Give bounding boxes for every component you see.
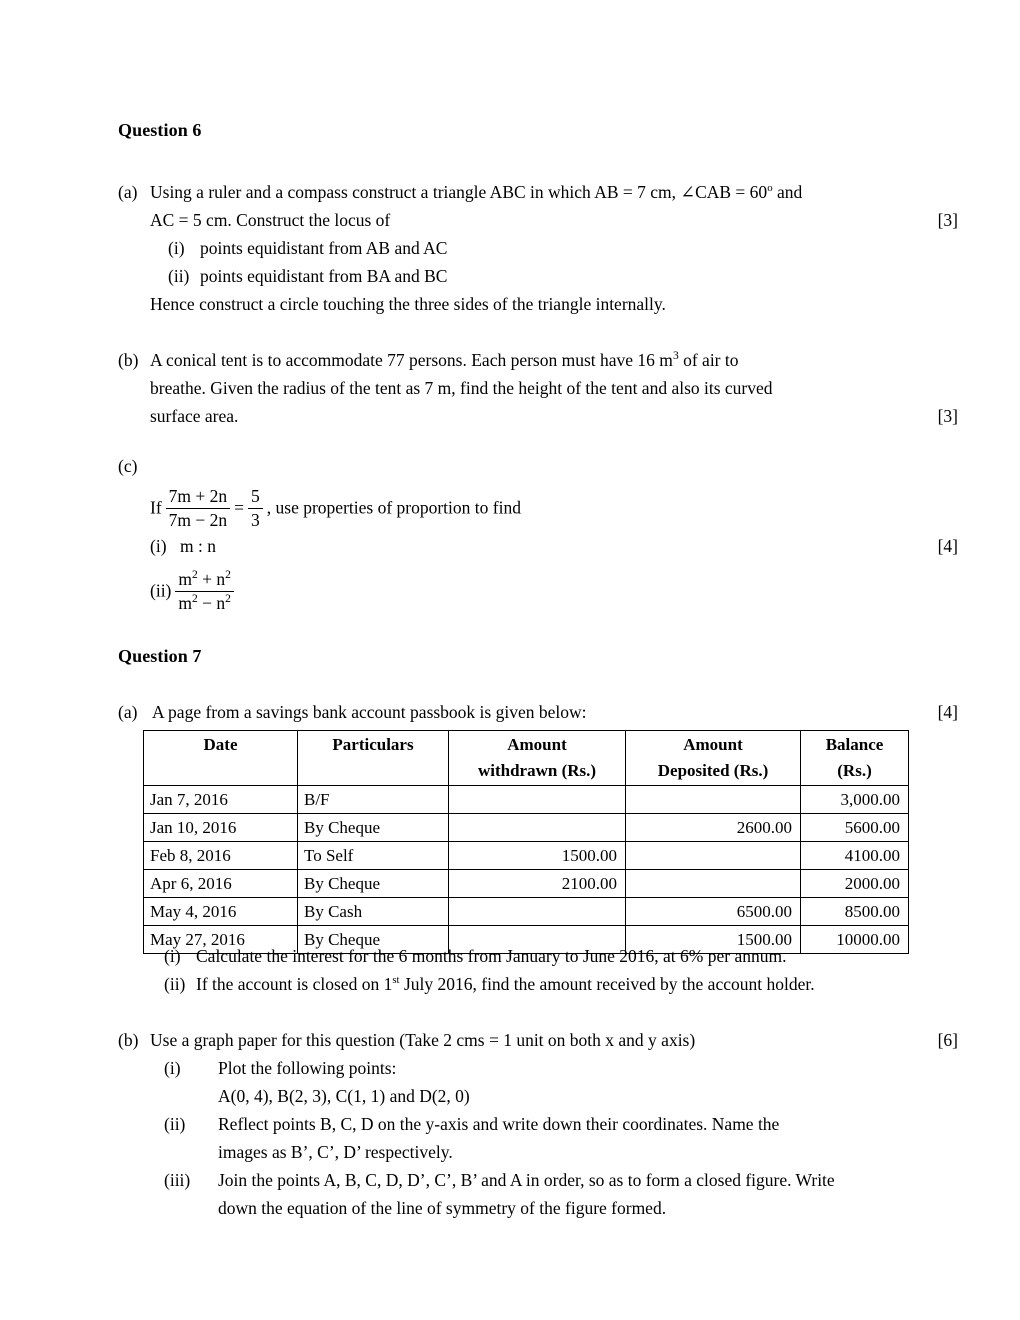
fraction-5-3-denominator: 3	[251, 510, 260, 530]
cell-date: May 27, 2016	[144, 926, 298, 954]
q7-part-b-item-i-label: (i)	[164, 1058, 181, 1078]
q6-part-a-item-i-text: points equidistant from AB and AC	[200, 238, 448, 258]
cell-particulars: To Self	[298, 842, 449, 870]
fraction-m2n2	[175, 569, 234, 614]
q7a-ii-post: July 2016, find the amount received by the account holder.	[399, 974, 815, 994]
fraction-5-3	[248, 486, 263, 531]
question-7-heading: Question 7	[118, 646, 202, 666]
fraction-m2n2-denominator	[175, 592, 234, 614]
cell-balance: 4100.00	[801, 842, 909, 870]
cell-withdrawn: 2100.00	[449, 870, 626, 898]
column-header-withdrawn	[449, 731, 626, 786]
cell-date: Jan 7, 2016	[144, 786, 298, 814]
q7-part-a-text: A page from a savings bank account passbook is given below:	[152, 702, 587, 722]
table-row	[144, 842, 909, 870]
q7-part-a-item-i-label: (i)	[164, 946, 181, 966]
table-row	[144, 898, 909, 926]
q6-part-b-line1	[150, 346, 922, 374]
q6b-line1-post: of air to	[678, 350, 739, 370]
q6a-line1-mid: CAB = 60	[695, 182, 768, 202]
cell-balance: 5600.00	[801, 814, 909, 842]
degree-ordinal: o	[767, 182, 773, 195]
q6b-line1-pre: A conical tent is to accommodate 77 persons. Each person must have 16 m	[150, 350, 673, 370]
q6-part-a-item-ii-label: (ii)	[168, 266, 190, 286]
q7-part-a-item-ii-label: (ii)	[164, 974, 186, 994]
cell-deposited	[626, 842, 801, 870]
cell-withdrawn	[449, 814, 626, 842]
column-header-deposited-line2: Deposited (Rs.)	[657, 761, 769, 780]
cell-particulars: By Cheque	[298, 814, 449, 842]
q7-part-b-item-ii-line2: images as B’, C’, D’ respectively.	[218, 1142, 453, 1162]
q6-part-c-item-ii	[150, 570, 238, 615]
q6-part-b-line2: breathe. Given the radius of the tent as 7 m, find the height of the tent and also its curved	[150, 378, 773, 398]
q6-part-a-item-ii-text: points equidistant from BA and BC	[200, 266, 448, 286]
table-row	[144, 870, 909, 898]
cell-particulars: By Cheque	[298, 870, 449, 898]
q7-part-b-marks: [6]	[937, 1030, 958, 1050]
q6-part-a-line2: AC = 5 cm. Construct the locus of	[150, 210, 391, 230]
cell-deposited	[626, 870, 801, 898]
column-header-deposited-line1: Amount	[683, 735, 743, 754]
q6-part-b-line3: surface area.	[150, 406, 239, 426]
column-header-particulars-line1: Particulars	[332, 735, 414, 754]
fraction-7m2n-denominator: 7m − 2n	[168, 510, 228, 530]
q7-part-a-item-i-text: Calculate the interest for the 6 months from January to June 2016, at 6% per annum.	[196, 946, 787, 966]
column-header-deposited	[626, 731, 801, 786]
cell-date: May 4, 2016	[144, 898, 298, 926]
den-op: − n	[197, 593, 226, 613]
q7-part-b-label: (b)	[118, 1030, 139, 1050]
q6-part-c-item-i-label: (i)	[150, 536, 167, 556]
q7-part-a-marks: [4]	[937, 702, 958, 722]
cell-deposited: 6500.00	[626, 898, 801, 926]
q6-part-c-item-i-text: m : n	[180, 536, 216, 556]
column-header-withdrawn-line2: withdrawn (Rs.)	[477, 761, 597, 780]
q6-part-a-closing: Hence construct a circle touching the three sides of the triangle internally.	[150, 294, 666, 314]
cell-deposited: 1500.00	[626, 926, 801, 954]
table-row	[144, 786, 909, 814]
q6-part-c-item-ii-label: (ii)	[150, 580, 172, 601]
num-exp-n: 2	[225, 569, 231, 582]
q7-part-b-item-ii-line1: Reflect points B, C, D on the y-axis and write down their coordinates. Name the	[218, 1114, 780, 1134]
fraction-7m2n-numerator: 7m + 2n	[166, 486, 230, 509]
q6-part-b-marks: [3]	[937, 406, 958, 426]
angle-icon: ∠	[680, 182, 696, 202]
den-base-m: m	[178, 593, 193, 613]
question-6-heading: Question 6	[118, 120, 202, 140]
q6-part-b-label: (b)	[118, 350, 139, 370]
q7a-ii-pre: If the account is closed on 1	[196, 974, 393, 994]
if-word: If	[150, 497, 162, 518]
cell-particulars: B/F	[298, 786, 449, 814]
table-row	[144, 814, 909, 842]
column-header-withdrawn-line1: Amount	[507, 735, 567, 754]
q7-part-b-text: Use a graph paper for this question (Take 2 cms = 1 unit on both x and y axis)	[150, 1030, 696, 1050]
num-exp-m: 2	[192, 569, 198, 582]
cell-deposited: 2600.00	[626, 814, 801, 842]
cell-date: Apr 6, 2016	[144, 870, 298, 898]
cell-withdrawn	[449, 898, 626, 926]
q7-part-b-item-ii-label: (ii)	[164, 1114, 186, 1134]
column-header-balance	[801, 731, 909, 786]
cell-withdrawn: 1500.00	[449, 842, 626, 870]
q6-part-c-item-i-marks: [4]	[937, 536, 958, 556]
column-header-date	[144, 731, 298, 786]
q7-part-b-item-iii-label: (iii)	[164, 1170, 191, 1190]
q7-part-b-item-iii-line2: down the equation of the line of symmetry of the figure formed.	[218, 1198, 667, 1218]
q7-part-b-item-iii-line1: Join the points A, B, C, D, D’, C’, B’ and A in order, so as to form a closed figure. Write	[218, 1170, 835, 1190]
cell-particulars: By Cheque	[298, 926, 449, 954]
cell-particulars: By Cash	[298, 898, 449, 926]
q6-part-c-label: (c)	[118, 456, 138, 476]
q7-part-a-label: (a)	[118, 702, 138, 722]
q6a-line1-post: and	[772, 182, 803, 202]
q6-part-a-line1	[150, 178, 920, 206]
q6a-line1-pre: Using a ruler and a compass construct a triangle ABC in which AB = 7 cm,	[150, 182, 681, 202]
q7-part-a-item-ii-text	[196, 970, 936, 998]
equals-sign: =	[234, 497, 245, 518]
q7-part-b-item-i-line2: A(0, 4), B(2, 3), C(1, 1) and D(2, 0)	[218, 1086, 470, 1106]
q7-part-b-item-i-line1: Plot the following points:	[218, 1058, 397, 1078]
den-exp-m: 2	[192, 593, 198, 606]
cell-balance: 10000.00	[801, 926, 909, 954]
den-exp-n: 2	[225, 593, 231, 606]
cell-balance: 2000.00	[801, 870, 909, 898]
column-header-balance-line2: (Rs.)	[837, 761, 872, 780]
passbook-table	[143, 730, 909, 954]
num-op: + n	[197, 569, 226, 589]
num-base-m: m	[178, 569, 193, 589]
cell-deposited	[626, 786, 801, 814]
q6-part-a-marks: [3]	[937, 210, 958, 230]
cell-date: Feb 8, 2016	[144, 842, 298, 870]
cell-date: Jan 10, 2016	[144, 814, 298, 842]
column-header-particulars	[298, 731, 449, 786]
fraction-7m2n	[166, 486, 230, 531]
cubic-exponent: 3	[672, 350, 679, 363]
q6-part-a-label: (a)	[118, 182, 138, 202]
q6-part-a-item-i-label: (i)	[168, 238, 185, 258]
q6c-trailing-text: , use properties of proportion to find	[266, 497, 521, 518]
cell-balance: 8500.00	[801, 898, 909, 926]
column-header-date-line1: Date	[203, 735, 238, 754]
column-header-balance-line1: Balance	[825, 735, 884, 754]
fraction-m2n2-numerator	[175, 569, 234, 592]
cell-balance: 3,000.00	[801, 786, 909, 814]
fraction-5-3-numerator: 5	[248, 486, 263, 509]
ordinal-st: st	[392, 974, 400, 987]
table-header-row	[144, 731, 909, 786]
q6-part-c-equation	[150, 487, 521, 532]
cell-withdrawn	[449, 786, 626, 814]
